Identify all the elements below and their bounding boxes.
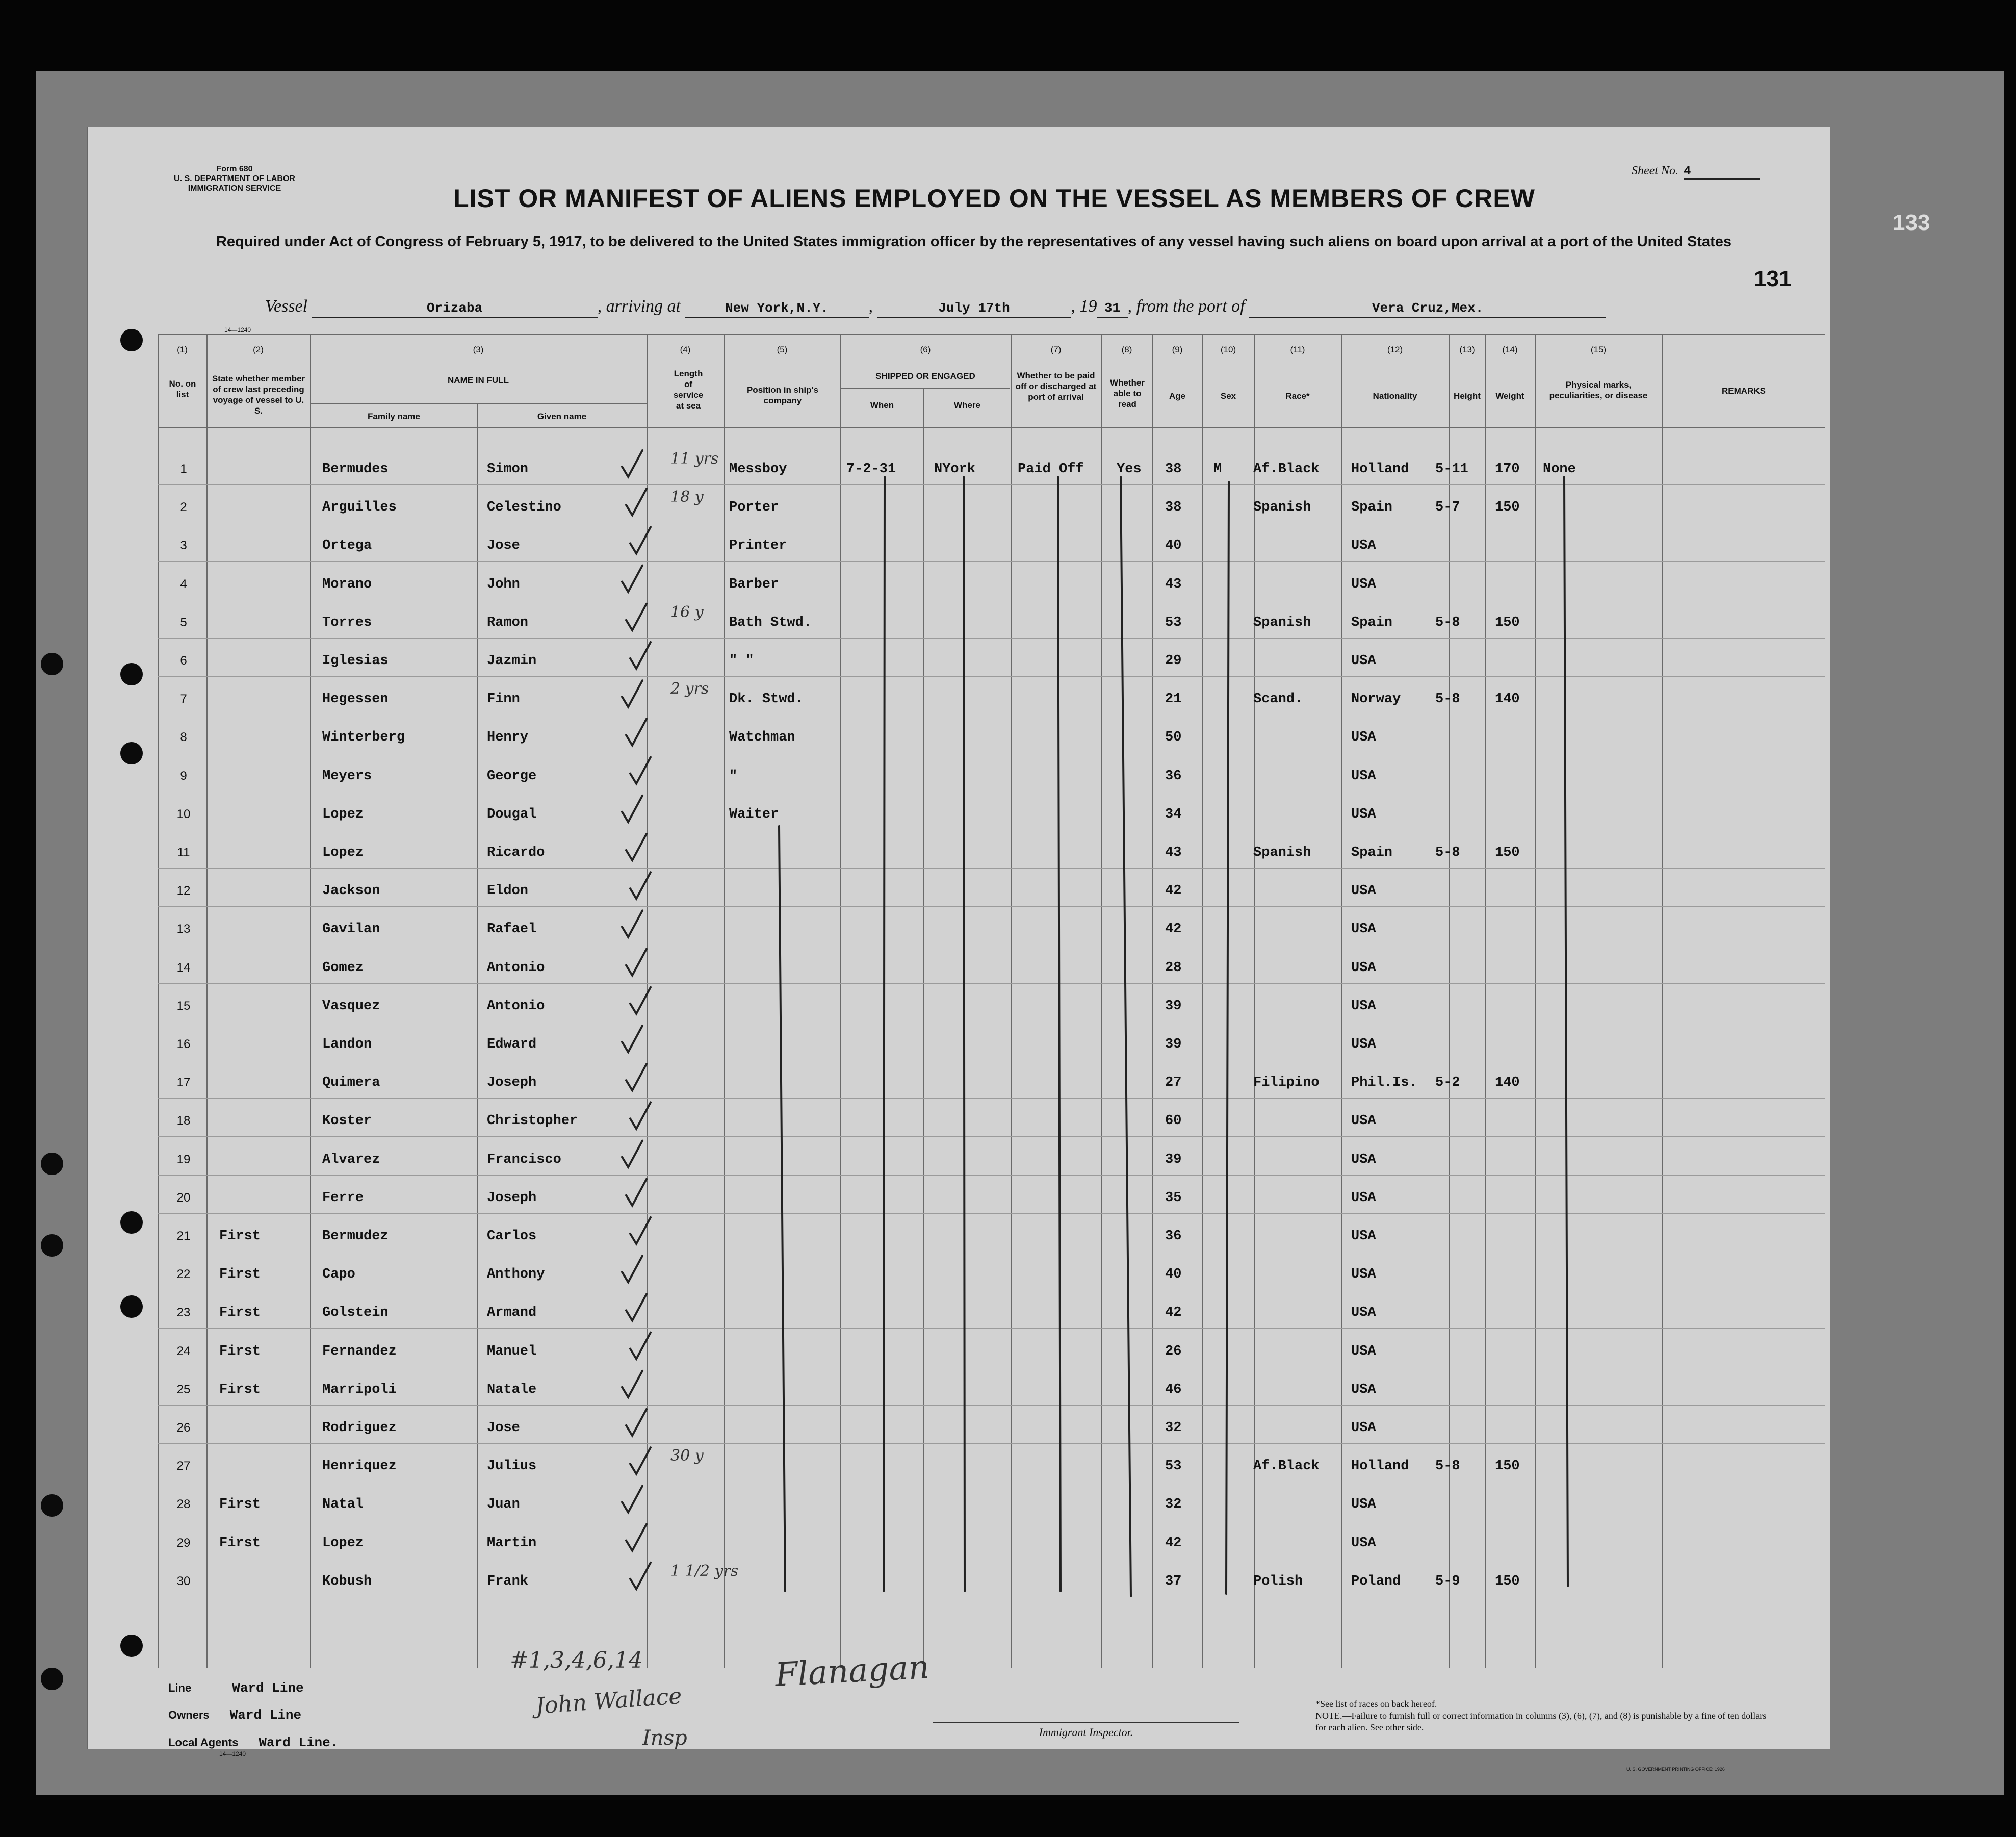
age-cell: 42 [1165,1305,1182,1321]
check-mark [626,1064,647,1090]
nationality-cell: USA [1351,1497,1376,1513]
list-number-cell: 8 [180,730,187,745]
column-number: (9) [1172,345,1183,354]
column-number: (8) [1121,345,1132,354]
check-mark [630,527,651,553]
height-cell: 5-8 [1435,615,1460,630]
sheet-number: Sheet No. 4 [1632,164,1760,180]
family-name-cell: Golstein [322,1305,389,1321]
age-cell: 40 [1165,538,1182,554]
sex-cell: M [1213,462,1222,477]
nationality-cell: USA [1351,653,1376,669]
given-name-cell: Frank [487,1573,529,1589]
age-cell: 28 [1165,960,1182,976]
nationality-cell: USA [1351,960,1376,976]
previous-voyage-cell: First [219,1305,261,1321]
list-number-cell: 26 [176,1421,191,1435]
height-cell: 5-8 [1435,845,1460,860]
header-nationality: Nationality [1373,391,1417,401]
physical-marks-cell: None [1543,462,1576,477]
position-cell: Porter [729,500,779,516]
column-number: (7) [1050,345,1062,354]
page-subtitle: Required under Act of Congress of February 5, 1917, to be delivered to the United States immigration officer by the representatives of any vessel having such aliens on board upon arrival at a port of the United States [216,234,1732,250]
age-cell: 32 [1165,1497,1182,1513]
list-number-cell: 11 [177,846,190,859]
family-name-cell: Arguilles [322,500,397,516]
given-name-cell: Joseph [487,1190,537,1206]
header-physical-marks: Physical marks, peculiarities, or disease [1549,380,1648,400]
family-name-cell: Lopez [322,845,364,860]
family-name-cell: Bermudes [322,462,389,477]
age-cell: 39 [1165,1037,1182,1052]
inspector-signature: Flanagan [774,1648,931,1694]
given-name-cell: Juan [487,1497,520,1513]
race-cell: Polish [1253,1573,1303,1589]
age-cell: 43 [1165,576,1182,592]
family-name-cell: Hegessen [322,692,389,707]
handwritten-signature: John Wallace [534,1683,683,1719]
ditto-stroke [779,826,785,1591]
column-number: (11) [1290,345,1305,354]
column-number: (6) [920,345,931,354]
age-cell: 38 [1165,462,1182,477]
age-cell: 36 [1165,1229,1182,1244]
race-cell: Spanish [1253,500,1311,516]
weight-cell: 150 [1495,845,1520,860]
family-name-cell: Capo [322,1267,355,1283]
ditto-stroke [1058,477,1061,1591]
family-name-cell: Iglesias [322,653,389,669]
given-name-cell: Anthony [487,1267,545,1283]
list-number-cell: 14 [176,960,191,975]
race-cell: Af.Black [1253,1459,1320,1474]
ditto-stroke [1121,477,1131,1596]
list-number-cell: 20 [176,1190,191,1205]
check-mark [626,1294,647,1320]
column-number: (1) [177,345,188,354]
weight-cell: 150 [1495,1573,1520,1589]
list-number-cell: 29 [176,1536,191,1550]
list-number-cell: 3 [180,539,187,553]
given-name-cell: Henry [487,730,529,746]
list-number-cell: 24 [176,1344,191,1358]
previous-voyage-cell: First [219,1343,261,1359]
shipped-where-cell: NYork [934,462,976,477]
nationality-cell: USA [1351,1420,1376,1436]
check-mark [630,1447,651,1474]
service-length-handwritten: 11 yrs [670,450,719,468]
header-previous-voyage: State whether member of crew last preceding voyage of vessel to U. S. [212,374,305,416]
given-name-cell: Christopher [487,1113,578,1129]
able-to-read-cell: Yes [1117,462,1142,477]
given-name-cell: Dougal [487,806,537,822]
family-name-cell: Alvarez [322,1152,380,1167]
nationality-cell: USA [1351,1382,1376,1397]
footer-form-code: 14—1240 [219,1750,246,1757]
family-name-cell: Natal [322,1497,364,1513]
family-name-cell: Torres [322,615,372,630]
given-name-cell: Rafael [487,922,537,937]
check-mark [622,1371,642,1397]
age-cell: 37 [1165,1573,1182,1589]
check-mark [622,566,642,592]
shipped-when-cell: 7-2-31 [846,462,896,477]
header-name-in-full: NAME IN FULL [448,375,509,385]
given-name-cell: Joseph [487,1075,537,1091]
check-mark [622,680,642,707]
vessel-name: Orizaba [312,300,598,318]
list-number-cell: 7 [180,692,187,706]
family-name-cell: Vasquez [322,998,380,1014]
nationality-cell: USA [1351,806,1376,822]
weight-cell: 150 [1495,615,1520,630]
given-name-cell: Jazmin [487,653,537,669]
family-name-cell: Marripoli [322,1382,397,1397]
nationality-cell: USA [1351,1190,1376,1206]
age-cell: 35 [1165,1190,1182,1206]
previous-voyage-cell: First [219,1535,261,1551]
given-name-cell: Jose [487,538,520,554]
header-shipped-where: Where [954,400,980,410]
height-cell: 5-8 [1435,692,1460,707]
age-cell: 42 [1165,1535,1182,1551]
list-number-cell: 12 [176,884,191,898]
position-cell: Bath Stwd. [729,615,812,630]
check-mark [626,834,647,860]
previous-voyage-cell: First [219,1229,261,1244]
age-cell: 34 [1165,806,1182,822]
nationality-cell: Norway [1351,692,1401,707]
nationality-cell: USA [1351,1113,1376,1129]
footer-local-agents: Local Agents Ward Line. [168,1735,339,1750]
given-name-cell: Julius [487,1459,537,1474]
list-number-cell: 9 [180,769,187,783]
footer-line: Line Ward Line [168,1680,304,1696]
family-name-cell: Lopez [322,1535,364,1551]
list-number-cell: 28 [176,1497,191,1512]
age-cell: 39 [1165,998,1182,1014]
nationality-cell: USA [1351,768,1376,784]
nationality-cell: Spain [1351,500,1393,516]
check-mark [630,1563,651,1589]
printer-imprint: U. S. GOVERNMENT PRINTING OFFICE: 1926 [1626,1767,1725,1772]
header-age: Age [1169,391,1186,401]
list-number-cell: 1 [180,462,187,476]
ditto-stroke [1564,477,1568,1586]
age-cell: 53 [1165,615,1182,630]
given-name-cell: Antonio [487,960,545,976]
check-mark [630,757,651,784]
check-mark [622,796,642,822]
given-name-cell: Armand [487,1305,537,1321]
age-cell: 60 [1165,1113,1182,1129]
check-mark [626,719,647,745]
column-number: (13) [1459,345,1475,354]
check-mark [626,489,647,515]
position-cell: Printer [729,538,787,554]
list-number-cell: 22 [176,1267,191,1282]
stamp-page-number: 131 [1754,266,1792,291]
height-cell: 5-2 [1435,1075,1460,1091]
header-sex: Sex [1220,391,1236,401]
ditto-stroke [884,477,885,1591]
stamp-page-number-outer: 133 [1893,210,1930,235]
nationality-cell: Holland [1351,462,1409,477]
nationality-cell: USA [1351,538,1376,554]
column-number: (15) [1590,345,1607,354]
race-cell: Filipino [1253,1075,1320,1091]
given-name-cell: Ramon [487,615,529,630]
age-cell: 42 [1165,922,1182,937]
list-number-cell: 5 [180,615,187,629]
family-name-cell: Landon [322,1037,372,1052]
age-cell: 27 [1165,1075,1182,1091]
header-shipped-or-engaged: SHIPPED OR ENGAGED [875,371,975,381]
check-mark [622,910,642,937]
nationality-cell: USA [1351,576,1376,592]
header-weight: Weight [1495,391,1524,401]
list-number-cell: 30 [176,1574,191,1588]
age-cell: 32 [1165,1420,1182,1436]
age-cell: 26 [1165,1343,1182,1359]
age-cell: 36 [1165,768,1182,784]
age-cell: 50 [1165,730,1182,746]
check-mark [630,872,651,899]
column-number: (4) [680,345,691,354]
height-cell: 5-8 [1435,1459,1460,1474]
header-list-number: No. on list [169,379,196,399]
service-length-handwritten: 30 y [670,1447,704,1465]
age-cell: 21 [1165,692,1182,707]
nationality-cell: USA [1351,730,1376,746]
nationality-cell: USA [1351,1343,1376,1359]
family-name-cell: Koster [322,1113,372,1129]
family-name-cell: Kobush [322,1573,372,1589]
race-cell: Spanish [1253,615,1311,630]
header-given-name: Given name [537,412,587,421]
list-number-cell: 10 [176,807,191,821]
list-number-cell: 21 [176,1229,191,1243]
list-number-cell: 13 [176,922,191,936]
nationality-cell: USA [1351,922,1376,937]
handwritten-title: Insp [642,1726,687,1750]
check-mark [622,1256,642,1282]
check-mark [626,949,647,976]
nationality-cell: Poland [1351,1573,1401,1589]
given-name-cell: Finn [487,692,520,707]
list-number-cell: 18 [176,1114,191,1128]
race-cell: Scand. [1253,692,1303,707]
race-cell: Af.Black [1253,462,1320,477]
service-length-handwritten: 2 yrs [670,680,709,698]
age-cell: 42 [1165,883,1182,899]
given-name-cell: Manuel [487,1343,537,1359]
service-length-handwritten: 18 y [670,488,704,506]
header-race: Race* [1285,391,1310,401]
family-name-cell: Meyers [322,768,372,784]
given-name-cell: Francisco [487,1152,561,1167]
form-identifier: Form 680 U. S. DEPARTMENT OF LABOR IMMIGRATION SERVICE [174,165,295,193]
family-name-cell: Bermudez [322,1229,389,1244]
height-cell: 5-9 [1435,1573,1460,1589]
nationality-cell: USA [1351,1229,1376,1244]
given-name-cell: Carlos [487,1229,537,1244]
list-number-cell: 23 [176,1306,191,1320]
nationality-cell: USA [1351,1535,1376,1551]
header-length-of-service: Length of service at sea [673,369,704,411]
family-name-cell: Lopez [322,806,364,822]
check-mark [622,1141,642,1167]
check-mark [626,1409,647,1436]
given-name-cell: John [487,576,520,592]
position-cell: Barber [729,576,779,592]
family-name-cell: Rodriguez [322,1420,397,1436]
previous-voyage-cell: First [219,1382,261,1397]
position-cell: Watchman [729,730,795,746]
given-name-cell: Edward [487,1037,537,1052]
position-cell: " [729,768,738,784]
family-name-cell: Quimera [322,1075,380,1091]
header-remarks: REMARKS [1722,386,1766,396]
previous-voyage-cell: First [219,1497,261,1513]
header-paid-off: Whether to be paid off or discharged at port of arrival [1015,371,1097,402]
ditto-stroke [1226,482,1229,1594]
column-number: (3) [473,345,484,354]
nationality-cell: USA [1351,883,1376,899]
check-mark [622,1026,642,1052]
weight-cell: 150 [1495,500,1520,516]
nationality-cell: Spain [1351,845,1393,860]
handwritten-reference-numbers: #1,3,4,6,14 [510,1647,643,1673]
check-mark [626,1179,647,1206]
departure-port: Vera Cruz,Mex. [1249,300,1606,318]
list-number-cell: 27 [176,1459,191,1473]
column-number: (10) [1220,345,1236,354]
header-shipped-when: When [870,400,894,410]
check-mark [630,1217,651,1244]
form-code: 14—1240 [224,326,251,334]
family-name-cell: Winterberg [322,730,405,746]
list-number-cell: 15 [176,999,191,1013]
nationality-cell: USA [1351,1037,1376,1052]
given-name-cell: Ricardo [487,845,545,860]
check-mark [630,642,651,669]
weight-cell: 140 [1495,692,1520,707]
arrival-date: July 17th [877,300,1071,318]
family-name-cell: Henriquez [322,1459,397,1474]
weight-cell: 150 [1495,1459,1520,1474]
given-name-cell: Martin [487,1535,537,1551]
nationality-cell: USA [1351,1152,1376,1167]
column-number: (12) [1387,345,1403,354]
height-cell: 5-11 [1435,462,1468,477]
race-cell: Spanish [1253,845,1311,860]
nationality-cell: USA [1351,1267,1376,1283]
age-cell: 46 [1165,1382,1182,1397]
header-height: Height [1454,391,1481,401]
list-number-cell: 6 [180,654,187,668]
family-name-cell: Ferre [322,1190,364,1206]
family-name-cell: Ortega [322,538,372,554]
age-cell: 39 [1165,1152,1182,1167]
list-number-cell: 19 [176,1152,191,1166]
check-mark [630,987,651,1014]
age-cell: 40 [1165,1267,1182,1283]
list-number-cell: 17 [176,1076,191,1090]
service-length-handwritten: 1 1/2 yrs [670,1562,739,1580]
position-cell: Dk. Stwd. [729,692,804,707]
ditto-stroke [964,477,965,1591]
column-number: (2) [253,345,264,354]
age-cell: 53 [1165,1459,1182,1474]
age-cell: 29 [1165,653,1182,669]
nationality-cell: Holland [1351,1459,1409,1474]
service-length-handwritten: 16 y [670,603,704,621]
check-mark [622,1486,642,1512]
position-cell: " " [729,653,754,669]
paid-off-cell: Paid Off [1018,462,1084,477]
check-mark [630,1102,651,1129]
page-title: LIST OR MANIFEST OF ALIENS EMPLOYED ON THE VESSEL AS MEMBERS OF CREW [453,184,1535,213]
nationality-cell: USA [1351,1305,1376,1321]
check-mark [630,1333,651,1359]
list-number-cell: 16 [176,1037,191,1051]
position-cell: Waiter [729,806,779,822]
family-name-cell: Gomez [322,960,364,976]
given-name-cell: Antonio [487,998,545,1014]
nationality-cell: Phil.Is. [1351,1075,1417,1091]
footer-owners: Owners Ward Line [168,1707,302,1723]
family-name-cell: Fernandez [322,1343,397,1359]
given-name-cell: Simon [487,462,529,477]
footer-notes: *See list of races on back hereof. NOTE.—Failure to furnish full or correct information in columns (3), (6), (7), and (8) is punishable by a fine of ten dollars for each alien. See other side. [1315,1699,1767,1732]
given-name-cell: Jose [487,1420,520,1436]
weight-cell: 140 [1495,1075,1520,1091]
family-name-cell: Gavilan [322,922,380,937]
age-cell: 43 [1165,845,1182,860]
position-cell: Messboy [729,462,787,477]
list-number-cell: 25 [176,1382,191,1396]
height-cell: 5-7 [1435,500,1460,516]
family-name-cell: Jackson [322,883,380,899]
nationality-cell: Spain [1351,615,1393,630]
previous-voyage-cell: First [219,1267,261,1283]
check-mark [626,1524,647,1551]
check-mark [626,604,647,630]
column-number: (5) [777,345,788,354]
given-name-cell: Eldon [487,883,529,899]
voyage-line: Vessel Orizaba , arriving at New York,N.Y. , July 17th , 19 31 , from the port of Vera Cruz,Mex. [265,297,1693,319]
family-name-cell: Morano [322,576,372,592]
immigrant-inspector-label: Immigrant Inspector. [933,1722,1239,1739]
nationality-cell: USA [1351,998,1376,1014]
arrival-year: 31 [1097,300,1128,318]
column-number: (14) [1502,345,1518,354]
given-name-cell: Celestino [487,500,561,516]
age-cell: 38 [1165,500,1182,516]
arrival-port: New York,N.Y. [685,300,869,318]
given-name-cell: George [487,768,537,784]
header-position: Position in ship's company [746,385,819,405]
header-family-name: Family name [368,412,420,421]
weight-cell: 170 [1495,462,1520,477]
list-number-cell: 4 [180,577,187,591]
header-able-to-read: Whether able to read [1110,378,1145,409]
check-mark [622,450,642,477]
given-name-cell: Natale [487,1382,537,1397]
list-number-cell: 2 [180,500,187,515]
